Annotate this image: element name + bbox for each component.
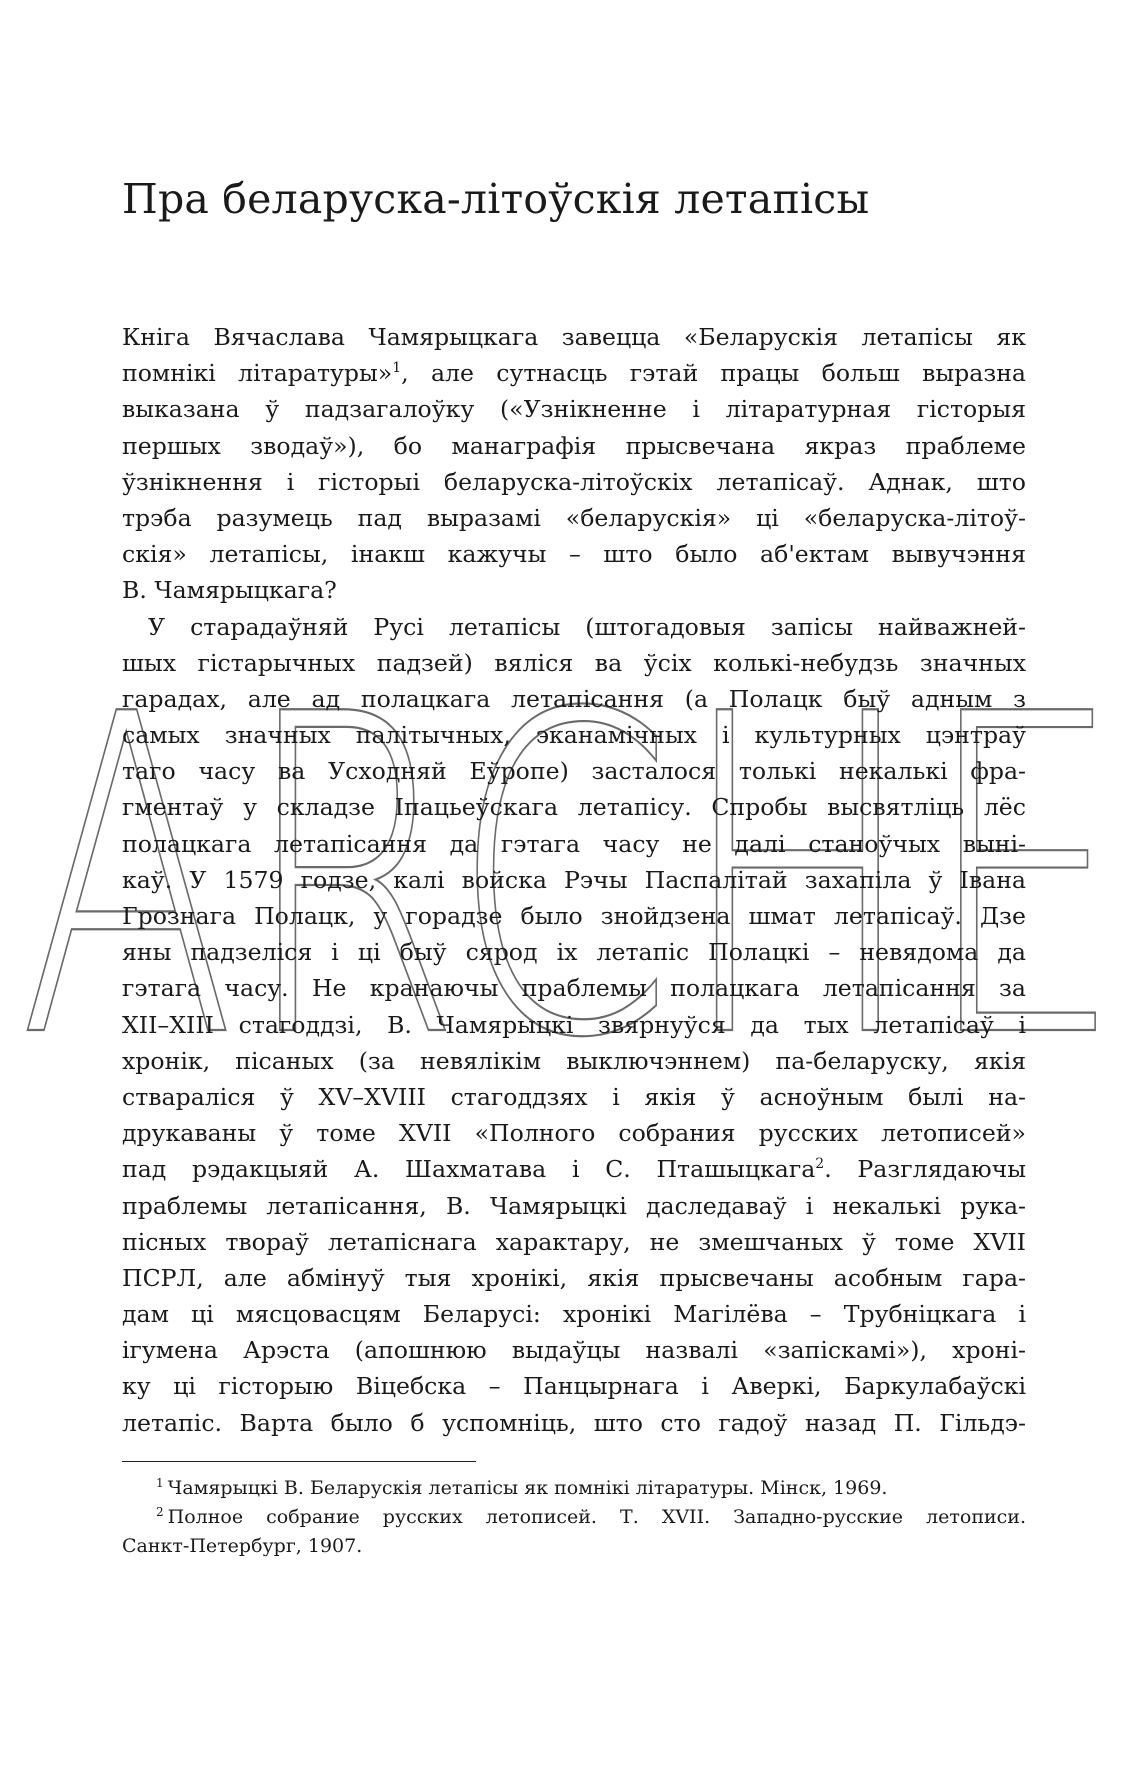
text-line: Грознага Полацк, у горадзе было знойдзена шмат летапісаў. Дзе [122, 902, 1026, 930]
text-line: хронік, пісаных (за невялікім выключэннем) па-беларуску, якія [122, 1046, 1026, 1075]
text-segment: , але сутнасць гэтай працы больш выразна [401, 359, 1026, 388]
footnote-2-continued: Санкт-Петербург, 1907. [122, 1535, 363, 1557]
footnote-number: 1 [156, 1475, 164, 1490]
footnote-ref-1[interactable]: 1 [392, 360, 402, 377]
text-line: ПСРЛ, але абмінуў тыя хронікі, якія прысвечаны асобным гара- [122, 1263, 1026, 1292]
text-line: ку ці гісторыю Віцебска – Панцырнага і Аверкі, Баркулабаўскі [122, 1372, 1026, 1401]
text-line: В. Чамярыцкага? [122, 576, 337, 605]
footnote-number: 2 [156, 1504, 164, 1519]
footnote-text: Полное собрание русских летописей. Т. XVII. Западно-русские летописи. [167, 1506, 1026, 1528]
text-line: ігумена Арэста (апошнюю выдаўцы назвалі «запіскамі»), хроні- [122, 1336, 1026, 1365]
text-line: гарадах, але ад полацкага летапісання (а Полацк быў адным з [122, 684, 1026, 713]
text-segment: помнікі літаратуры» [122, 359, 393, 388]
footnote-text: Чамярыцкі В. Беларускія летапісы як помнікі літаратуры. Мінск, 1969. [167, 1477, 888, 1499]
text-line: ствараліся ў XV–XVIII стагоддзях і якія ў асноўным былі на- [122, 1082, 1026, 1111]
text-segment: . Разглядаючы [824, 1155, 1026, 1184]
text-line: полацкага летапісання да гэтага часу не далі станоўчых вынi- [122, 829, 1026, 858]
footnote-divider [122, 1461, 476, 1462]
footnote-ref-2[interactable]: 2 [815, 1156, 825, 1173]
text-line: самых значных палітычных, эканамічных і культурных цэнтраў [122, 721, 1026, 750]
text-line: У старадаўняй Русі летапісы (штогадовыя запісы найважней- [148, 612, 1026, 641]
text-line: XII–XIII стагоддзі, В. Чамярыцкі звярнуўся да тых летапісаў і [122, 1010, 1026, 1039]
text-line [122, 1151, 1026, 1187]
text-line: скія» летапісы, інакш кажучы – што было аб'ектам вывучэння [122, 540, 1026, 569]
text-line: гментаў у складзе Іпацьеўскага летапісу. Спробы высвятліць лёс [122, 793, 1026, 822]
text-line: каў. У 1579 годзе, калі войска Рэчы Паспалітай захапіла ў Івана [122, 865, 1026, 894]
page-title: Пра беларуска-літоўскія летапісы [122, 175, 870, 223]
footnote-2 [122, 1503, 1026, 1532]
text-line: шых гістарычных падзей) вяліся ва ўсіх колькі-небудзь значных [122, 648, 1026, 677]
text-line: таго часу ва Усходняй Еўропе) засталося толькі некалькі фра- [122, 757, 1026, 786]
footnote-1 [122, 1474, 1026, 1503]
text-line: гэтага часу. Не кранаючы праблемы полацкага летапісання за [122, 974, 1026, 1003]
text-line [122, 355, 1026, 391]
text-segment: пад рэдакцыяй А. Шахматава і С. Пташыцкага [122, 1155, 816, 1184]
paragraph-2 [122, 609, 1026, 1441]
footnotes [122, 1474, 1026, 1561]
text-line: дам ці мясцовасцям Беларусі: хронікі Магілёва – Трубніцкага і [122, 1300, 1026, 1329]
watermark-text: ARCHE [18, 622, 1128, 1134]
text-line: праблемы летапісання, В. Чамярыцкі даследаваў і некалькі рука- [122, 1191, 1026, 1220]
text-line: першых зводаў»), бо манаграфія прысвечана якраз праблеме [122, 431, 1026, 460]
text-line: трэба разумець пад выразамі «беларускія» ці «беларуска-літоў- [122, 503, 1026, 532]
text-line: яны падзеліся і ці быў сярод іх летапіс Полацкі – невядома да [122, 938, 1026, 967]
article-body [122, 319, 1026, 1441]
text-line: друкаваны ў томе XVII «Полного собрания русских летописей» [122, 1119, 1026, 1148]
text-line: летапіс. Варта было б успомніць, што сто гадоў назад П. Гільдэ- [122, 1408, 1026, 1437]
text-line: пісных твораў летапіснага характару, не змешчаных ў томе XVII [122, 1227, 1026, 1256]
paragraph-1 [122, 319, 1026, 609]
text-line: выказана ў падзагалоўку («Узнікненне і літаратурная гісторыя [122, 395, 1026, 424]
text-line: Кніга Вячаслава Чамярыцкага завецца «Беларускія летапісы як [122, 323, 1026, 351]
text-line: ўзнікнення і гісторыі беларуска-літоўскіх летапісаў. Аднак, што [122, 467, 1026, 496]
